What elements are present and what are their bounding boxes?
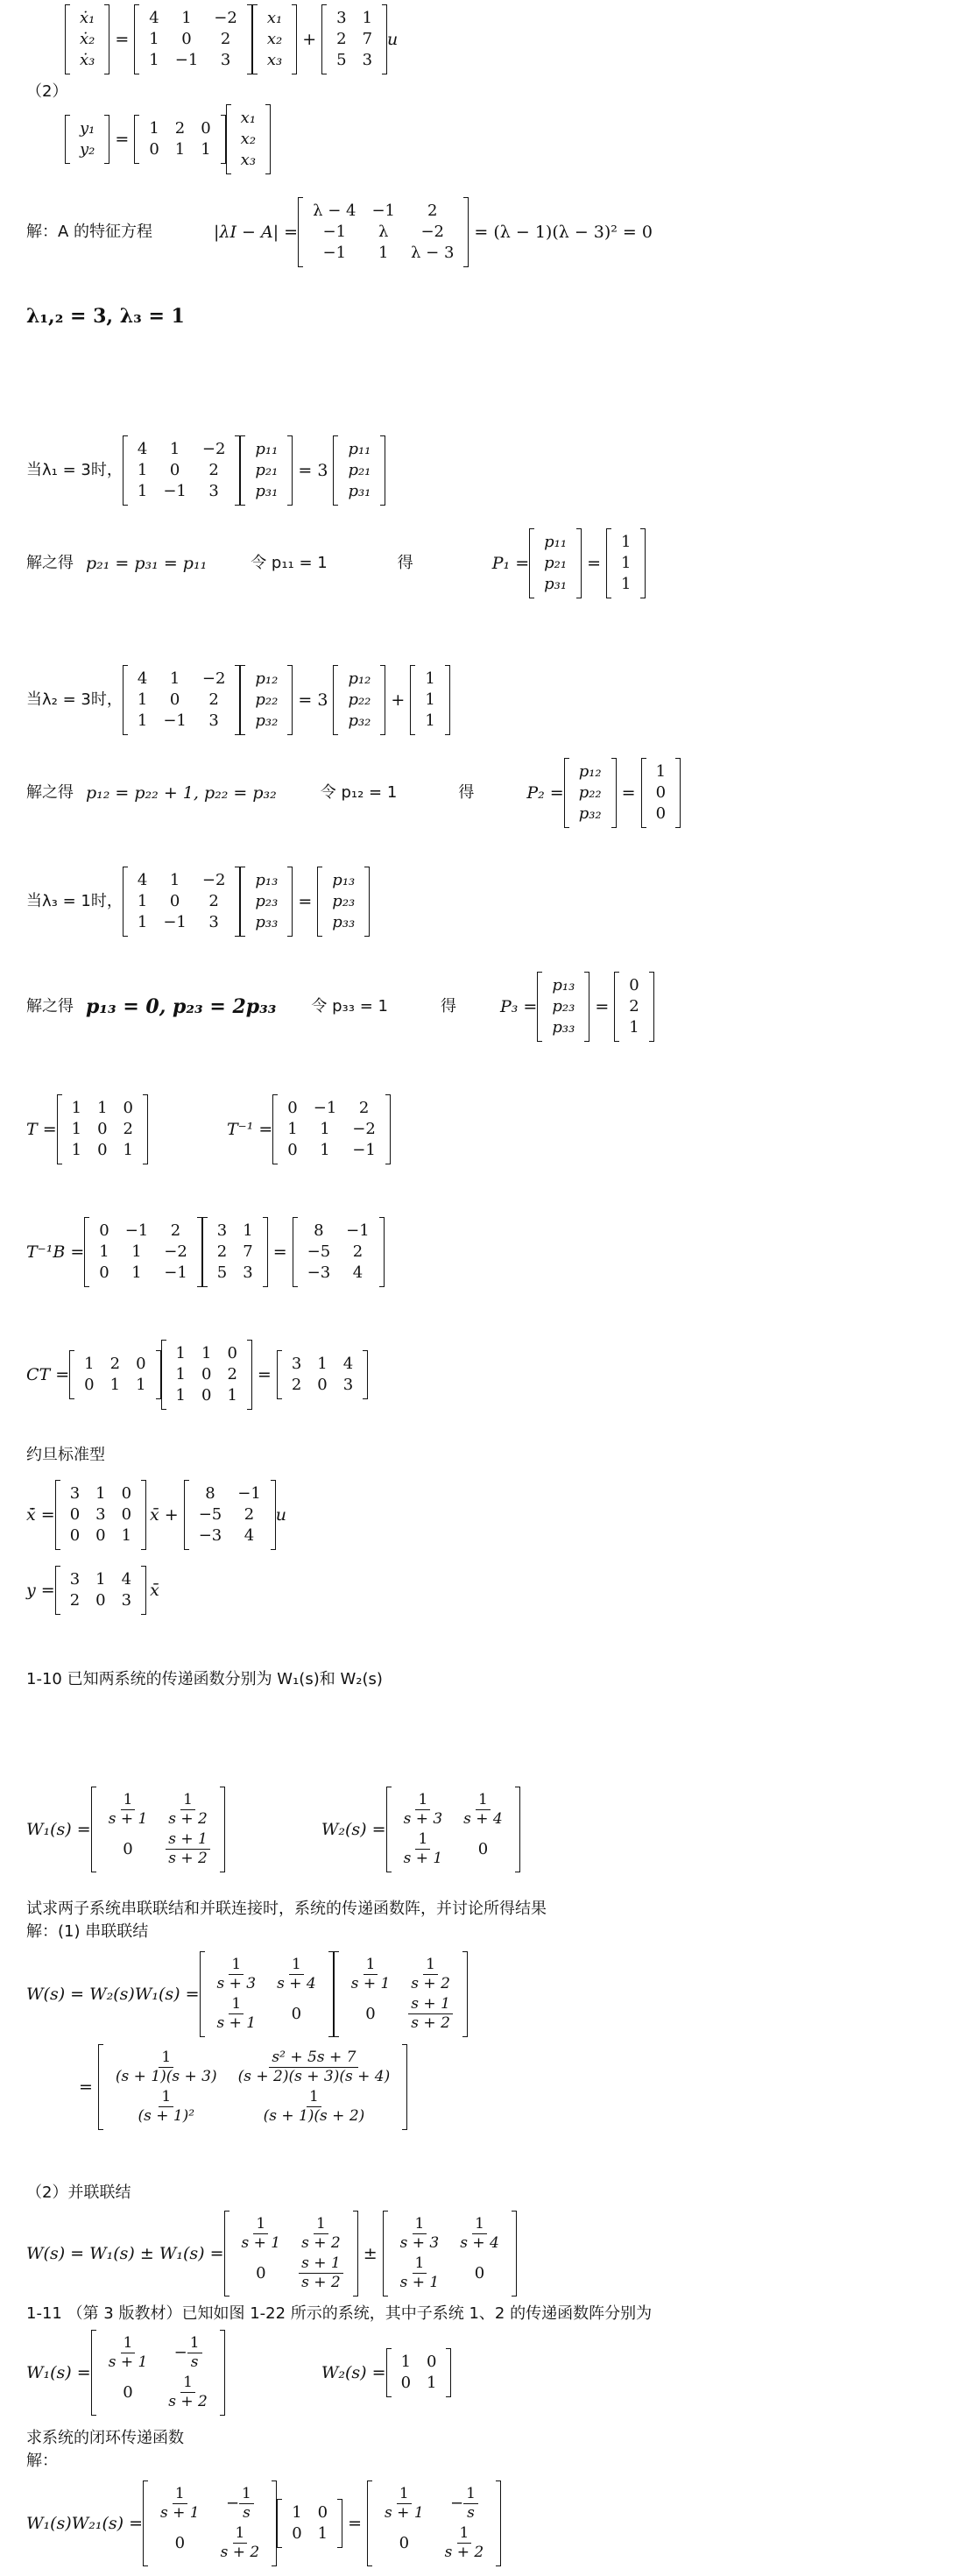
W1-W2-definition-1-11: W₁(s) = $\frac{1}{s + 1}$ − $\frac{1}{s}$ 0 $\frac{1}{s + 2}$ W₂(s) = 1 0 0 1	[26, 2331, 451, 2415]
series-result-matrix: $\frac{1}{(s + 1)(s + 3)}$ $\frac{\text{s² + 5s + 7}}{(s + 2)(s + 3)(s + 4)}$ $\frac{1}{\text{(s + 1)²}}$ $\frac{1}{(s + 1)(s + 2)}$	[98, 2045, 407, 2129]
jordan-output-eq: y = 3 1 4 2 0 3 x̄	[26, 1567, 159, 1614]
jordan-heading: 约旦标准型	[26, 1446, 105, 1464]
problem-1-10: 1-10 已知两系统的传递函数分别为 W₁(s)和 W₂(s)	[26, 1670, 383, 1688]
eigenvalues: λ₁,₂ = 3, λ₃ = 1	[26, 305, 185, 328]
series-product: W(s) = W₂(s)W₁(s) = $\frac{1}{s + 3}$ $\frac{1}{s + 4}$ $\frac{1}{s + 1}$ 0 $\frac{1}{s + 1}$ $\frac{1}{s + 2}$ 0 $\frac{s + 1}{s + 2}$	[26, 1952, 468, 2036]
problem-1-11-task: 求系统的闭环传递函数	[26, 2429, 184, 2447]
state-equation: ẋ₁ ẋ₂ ẋ₃ = 4 1 −2 1 0 2 1 −1 3 x₁ x₂ x₃ + 3 1 2 7 5 3 u	[65, 5, 398, 74]
solution-3: 解之得 p₁₃ = 0, p₂₃ = 2p₃₃ 令 p₃₃ = 1 得 P₃ = p₁₃ p₂₃ p₃₃ = 0 2 1	[26, 973, 654, 1041]
closed-loop-product: W₁(s)W₂₁(s) = $\frac{1}{s + 1}$ − $\frac{1}{s}$ 0 $\frac{1}{s + 2}$ 1 0 0 1 = $\frac{1}{s + 1}$ − $\frac{1}{s}$ 0 $\frac{1}{s + 2}$	[26, 2481, 501, 2565]
matrix-A: 4 1 −2 1 0 2 1 −1 3	[134, 5, 252, 74]
eigvec-eq-2: 当 λ₂ = 3时， 4 1 −2 1 0 2 1 −1 3 p₁₂ p₂₂ p₃₂ = 3 p₁₂ p₂₂ p₃₂ + 1 1 1	[26, 666, 450, 734]
series-heading: 解：(1) 串联联结	[26, 1922, 149, 1941]
CT-product: CT = 1 2 0 0 1 1 1 1 0 1 0 2 1 0 1 = 3 1 4 2 0 3	[26, 1341, 368, 1409]
characteristic-equation: 解：A 的特征方程 |λI − A| = λ − 4 −1 2 −1 λ −2 −1 1 λ − 3 = (λ − 1)(λ − 3)² = 0	[26, 198, 653, 266]
solution-label: 解：	[26, 2452, 58, 2470]
matrix-W1: $\frac{1}{s + 1}$ $\frac{1}{s + 2}$ 0 $\frac{s + 1}{s + 2}$	[91, 1787, 225, 1872]
eigvec-eq-3: 当 λ₃ = 1时， 4 1 −2 1 0 2 1 −1 3 p₁₃ p₂₃ p₃₃ = p₁₃ p₂₃ p₃₃	[26, 867, 370, 936]
jordan-state-eq: x̄̇ = 3 1 0 0 3 0 0 0 1 x̄ + 8 −1 −5 2 −3 4 u	[26, 1481, 286, 1549]
part2-label: （2）	[26, 82, 68, 101]
solution-2: 解之得 p₁₂ = p₂₂ + 1, p₂₂ = p₃₂ 令 p₁₂ = 1 得 P₂ = p₁₂ p₂₂ p₃₂ = 1 0 0	[26, 759, 681, 827]
matrix-T-inverse: 0 −1 2 1 1 −2 0 1 −1	[272, 1095, 391, 1164]
matrix-T: 1 1 0 1 0 2 1 0 1	[57, 1095, 148, 1164]
problem-1-10-task: 试求两子系统串联联结和并联连接时，系统的传递函数阵，并讨论所得结果	[26, 1900, 547, 1918]
eigvec-eq-1: 当 λ₁ = 3时， 4 1 −2 1 0 2 1 −1 3 p₁₁ p₂₁ p₃₁ = 3 p₁₁ p₂₁ p₃₁	[26, 436, 385, 505]
TinvB-product: T⁻¹B = 0 −1 2 1 1 −2 0 1 −1 3 1 2 7 5 3 = 8 −1 −5 2 −3 4	[26, 1218, 385, 1286]
T-matrices: T = 1 1 0 1 0 2 1 0 1 T⁻¹ = 0 −1 2 1 1 −2 0 1 −1	[26, 1095, 391, 1164]
solution-1: 解之得 p₂₁ = p₃₁ = p₁₁ 令 p₁₁ = 1 得 P₁ = p₁₁ p₂₁ p₃₁ = 1 1 1	[26, 529, 646, 598]
matrix-W2: $\frac{1}{s + 3}$ $\frac{1}{s + 4}$ $\frac{1}{s + 1}$ 0	[386, 1787, 520, 1872]
parallel-heading: （2）并联联结	[26, 2183, 131, 2202]
series-result: = $\frac{1}{(s + 1)(s + 3)}$ $\frac{\text{s² + 5s + 7}}{(s + 2)(s + 3)(s + 4)}$ $\frac{1}{\text{(s + 1)²}}$ $\frac{1}{(s + 1)(s + 2)}$	[74, 2045, 407, 2129]
problem-1-11: 1-11 （第 3 版教材）已知如图 1-22 所示的系统，其中子系统 1、2 的传递函数阵分别为	[26, 2304, 653, 2323]
W1-W2-definition: W₁(s) = $\frac{1}{s + 1}$ $\frac{1}{s + 2}$ 0 $\frac{s + 1}{s + 2}$ W₂(s) = $\frac{1}{s + 3}$ $\frac{1}{s + 4}$ $\frac{1}{s + 1}$ 0	[26, 1787, 520, 1872]
output-equation: y₁ y₂ = 1 2 0 0 1 1 x₁ x₂ x₃	[65, 105, 271, 173]
char-matrix: λ − 4 −1 2 −1 λ −2 −1 1 λ − 3	[298, 198, 469, 266]
parallel-sum: W(s) = W₁(s) ± W₁(s) = $\frac{1}{s + 1}$ $\frac{1}{s + 2}$ 0 $\frac{s + 1}{s + 2}$ ± $\frac{1}{s + 3}$ $\frac{1}{s + 4}$ $\frac{1}{s + 1}$ 0	[26, 2212, 517, 2296]
matrix-C: 1 2 0 0 1 1	[134, 116, 225, 163]
matrix-B: 3 1 2 7 5 3	[321, 5, 387, 74]
